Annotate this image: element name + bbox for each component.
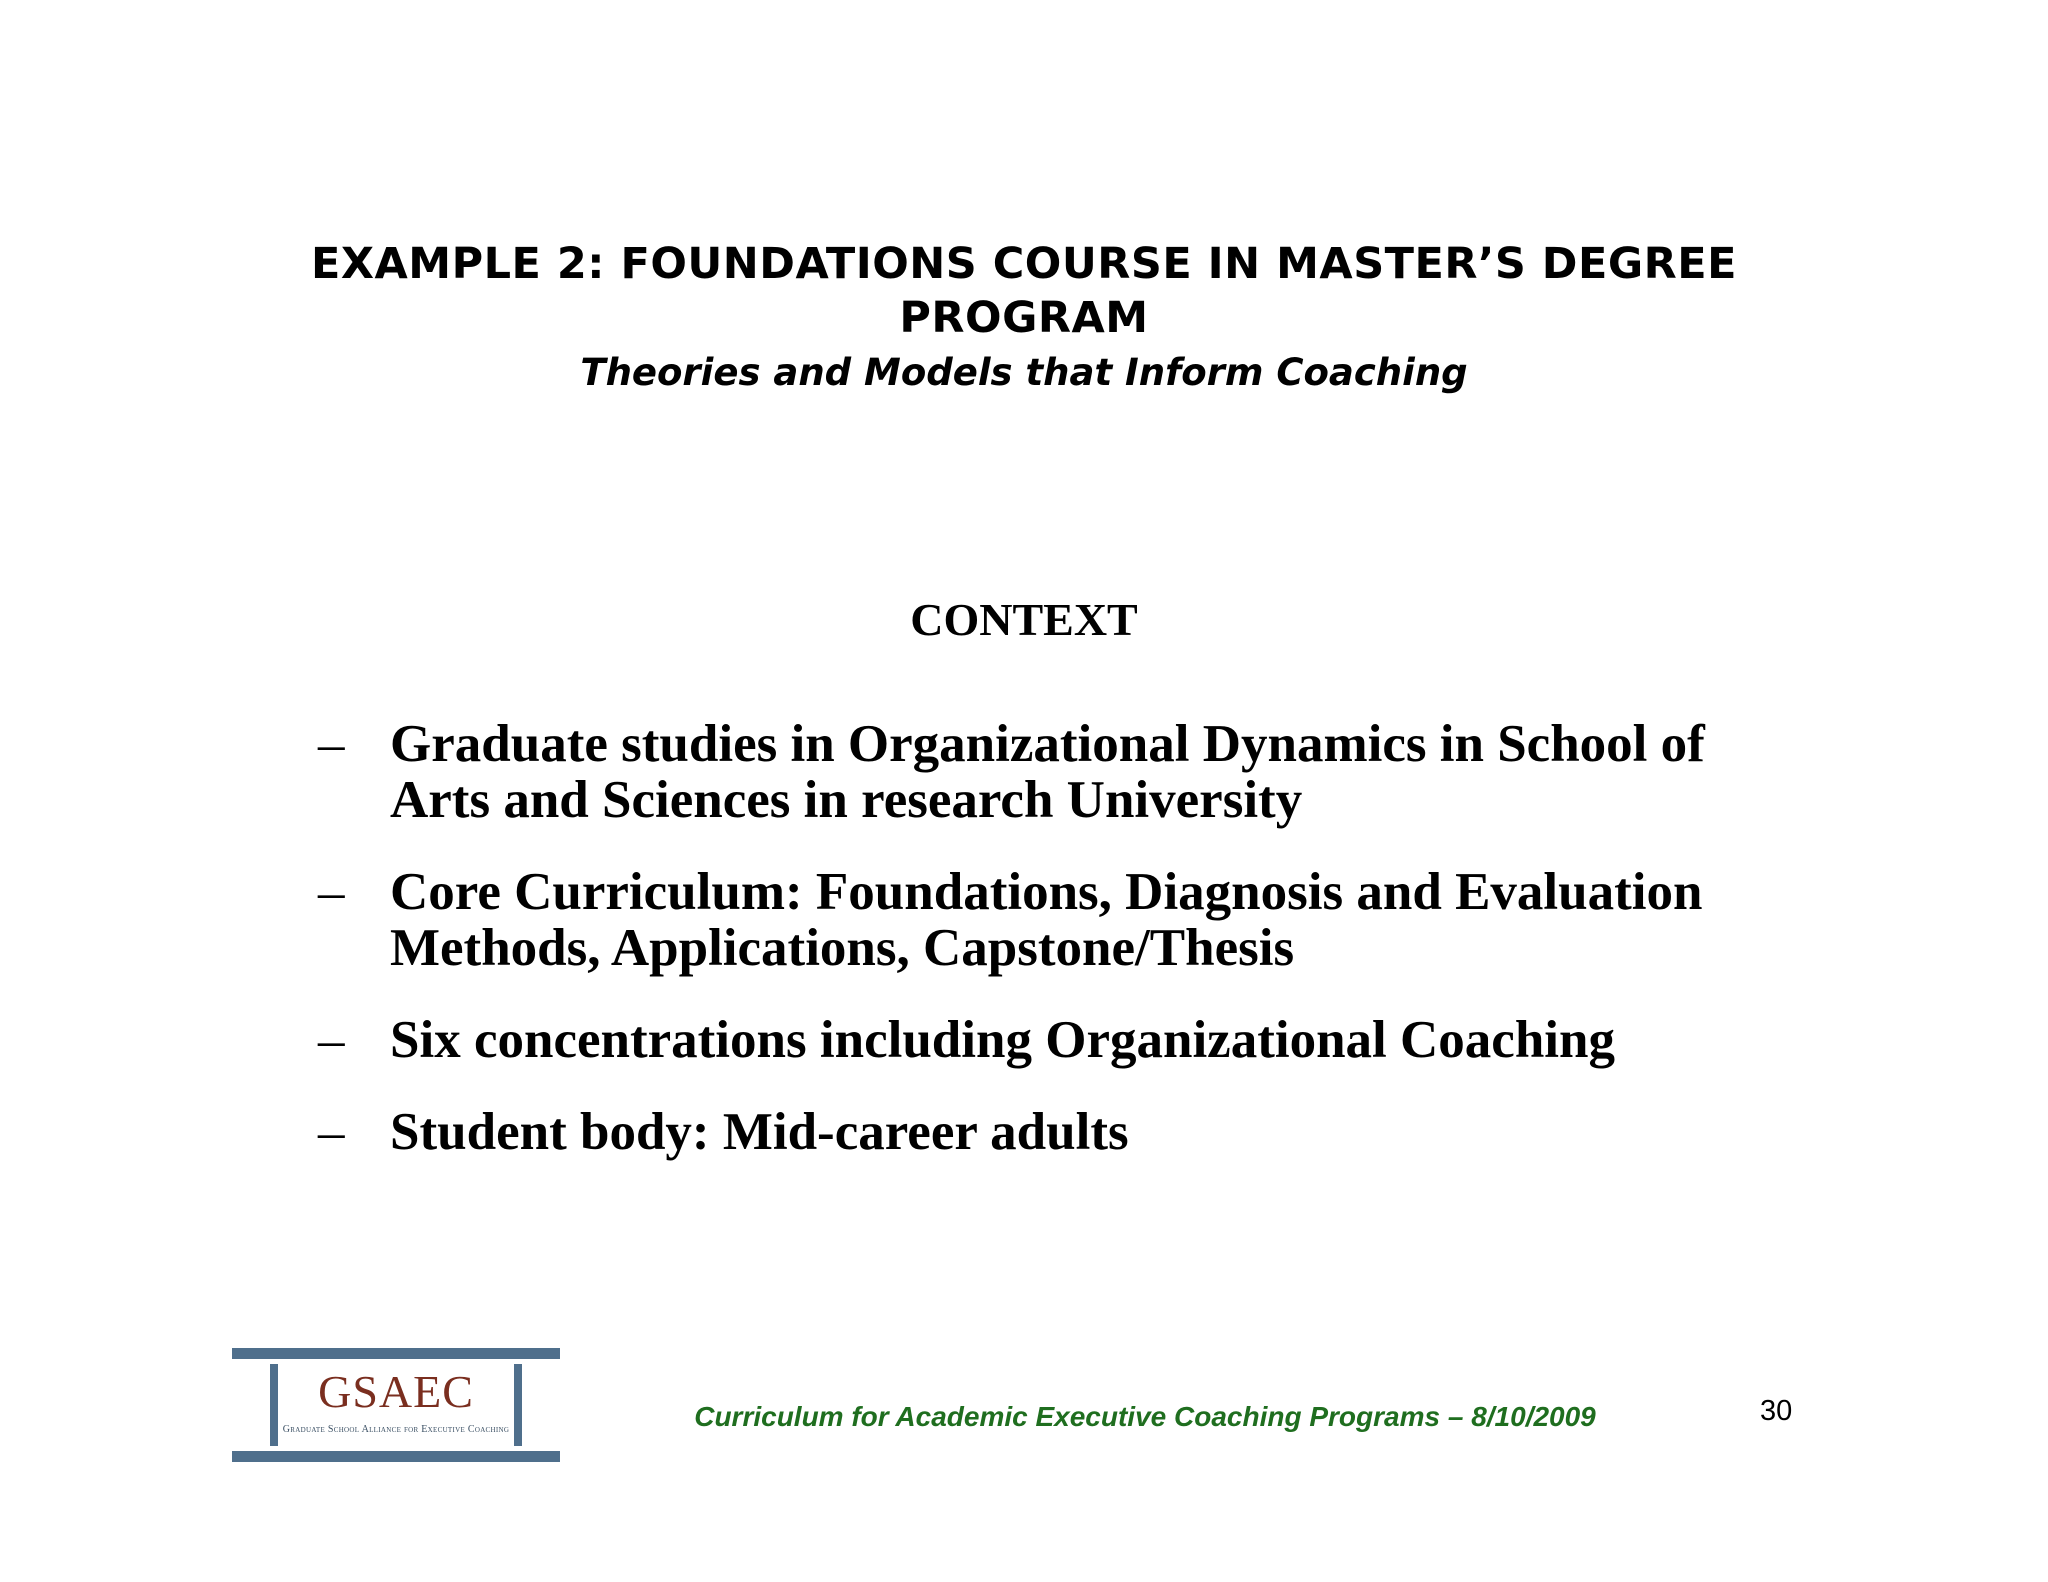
bullet-dash: – — [318, 1103, 345, 1161]
logo-bottom-bar — [232, 1451, 560, 1462]
bullet-dash: – — [318, 1011, 345, 1069]
bullet-text: Six concentrations including Organizational Coaching — [390, 1011, 1616, 1069]
gsaec-logo — [232, 1348, 560, 1462]
section-heading: CONTEXT — [910, 594, 1138, 645]
bullet-item — [310, 864, 1790, 976]
slide-title-line-2: PROGRAM — [899, 293, 1149, 343]
bullet-text: Student body: Mid-career adults — [390, 1103, 1129, 1161]
logo-wordmark: GSAEC — [318, 1366, 474, 1417]
footer-text: Curriculum for Academic Executive Coaching Programs – 8/10/2009 — [694, 1401, 1596, 1432]
page-number: 30 — [1760, 1395, 1793, 1427]
bullet-item — [310, 1104, 1790, 1160]
slide-title-line-1: EXAMPLE 2: FOUNDATIONS COURSE IN MASTER’S DEGREE — [311, 239, 1737, 289]
slide-subtitle: Theories and Models that Inform Coaching — [580, 351, 1468, 394]
bullet-item — [310, 716, 1790, 828]
logo-top-bar — [232, 1348, 560, 1359]
logo-tagline: Graduate School Alliance for Executive Coaching — [282, 1424, 510, 1435]
bullet-item — [310, 1012, 1790, 1068]
bullet-dash: – — [318, 863, 345, 921]
bullet-list — [310, 716, 1790, 1196]
bullet-dash: – — [318, 715, 345, 773]
bullet-text: Graduate studies in Organizational Dynamics in School of Arts and Sciences in research University — [390, 715, 1705, 829]
bullet-text: Core Curriculum: Foundations, Diagnosis and Evaluation Methods, Applications, Capstone/Thesis — [390, 863, 1703, 977]
